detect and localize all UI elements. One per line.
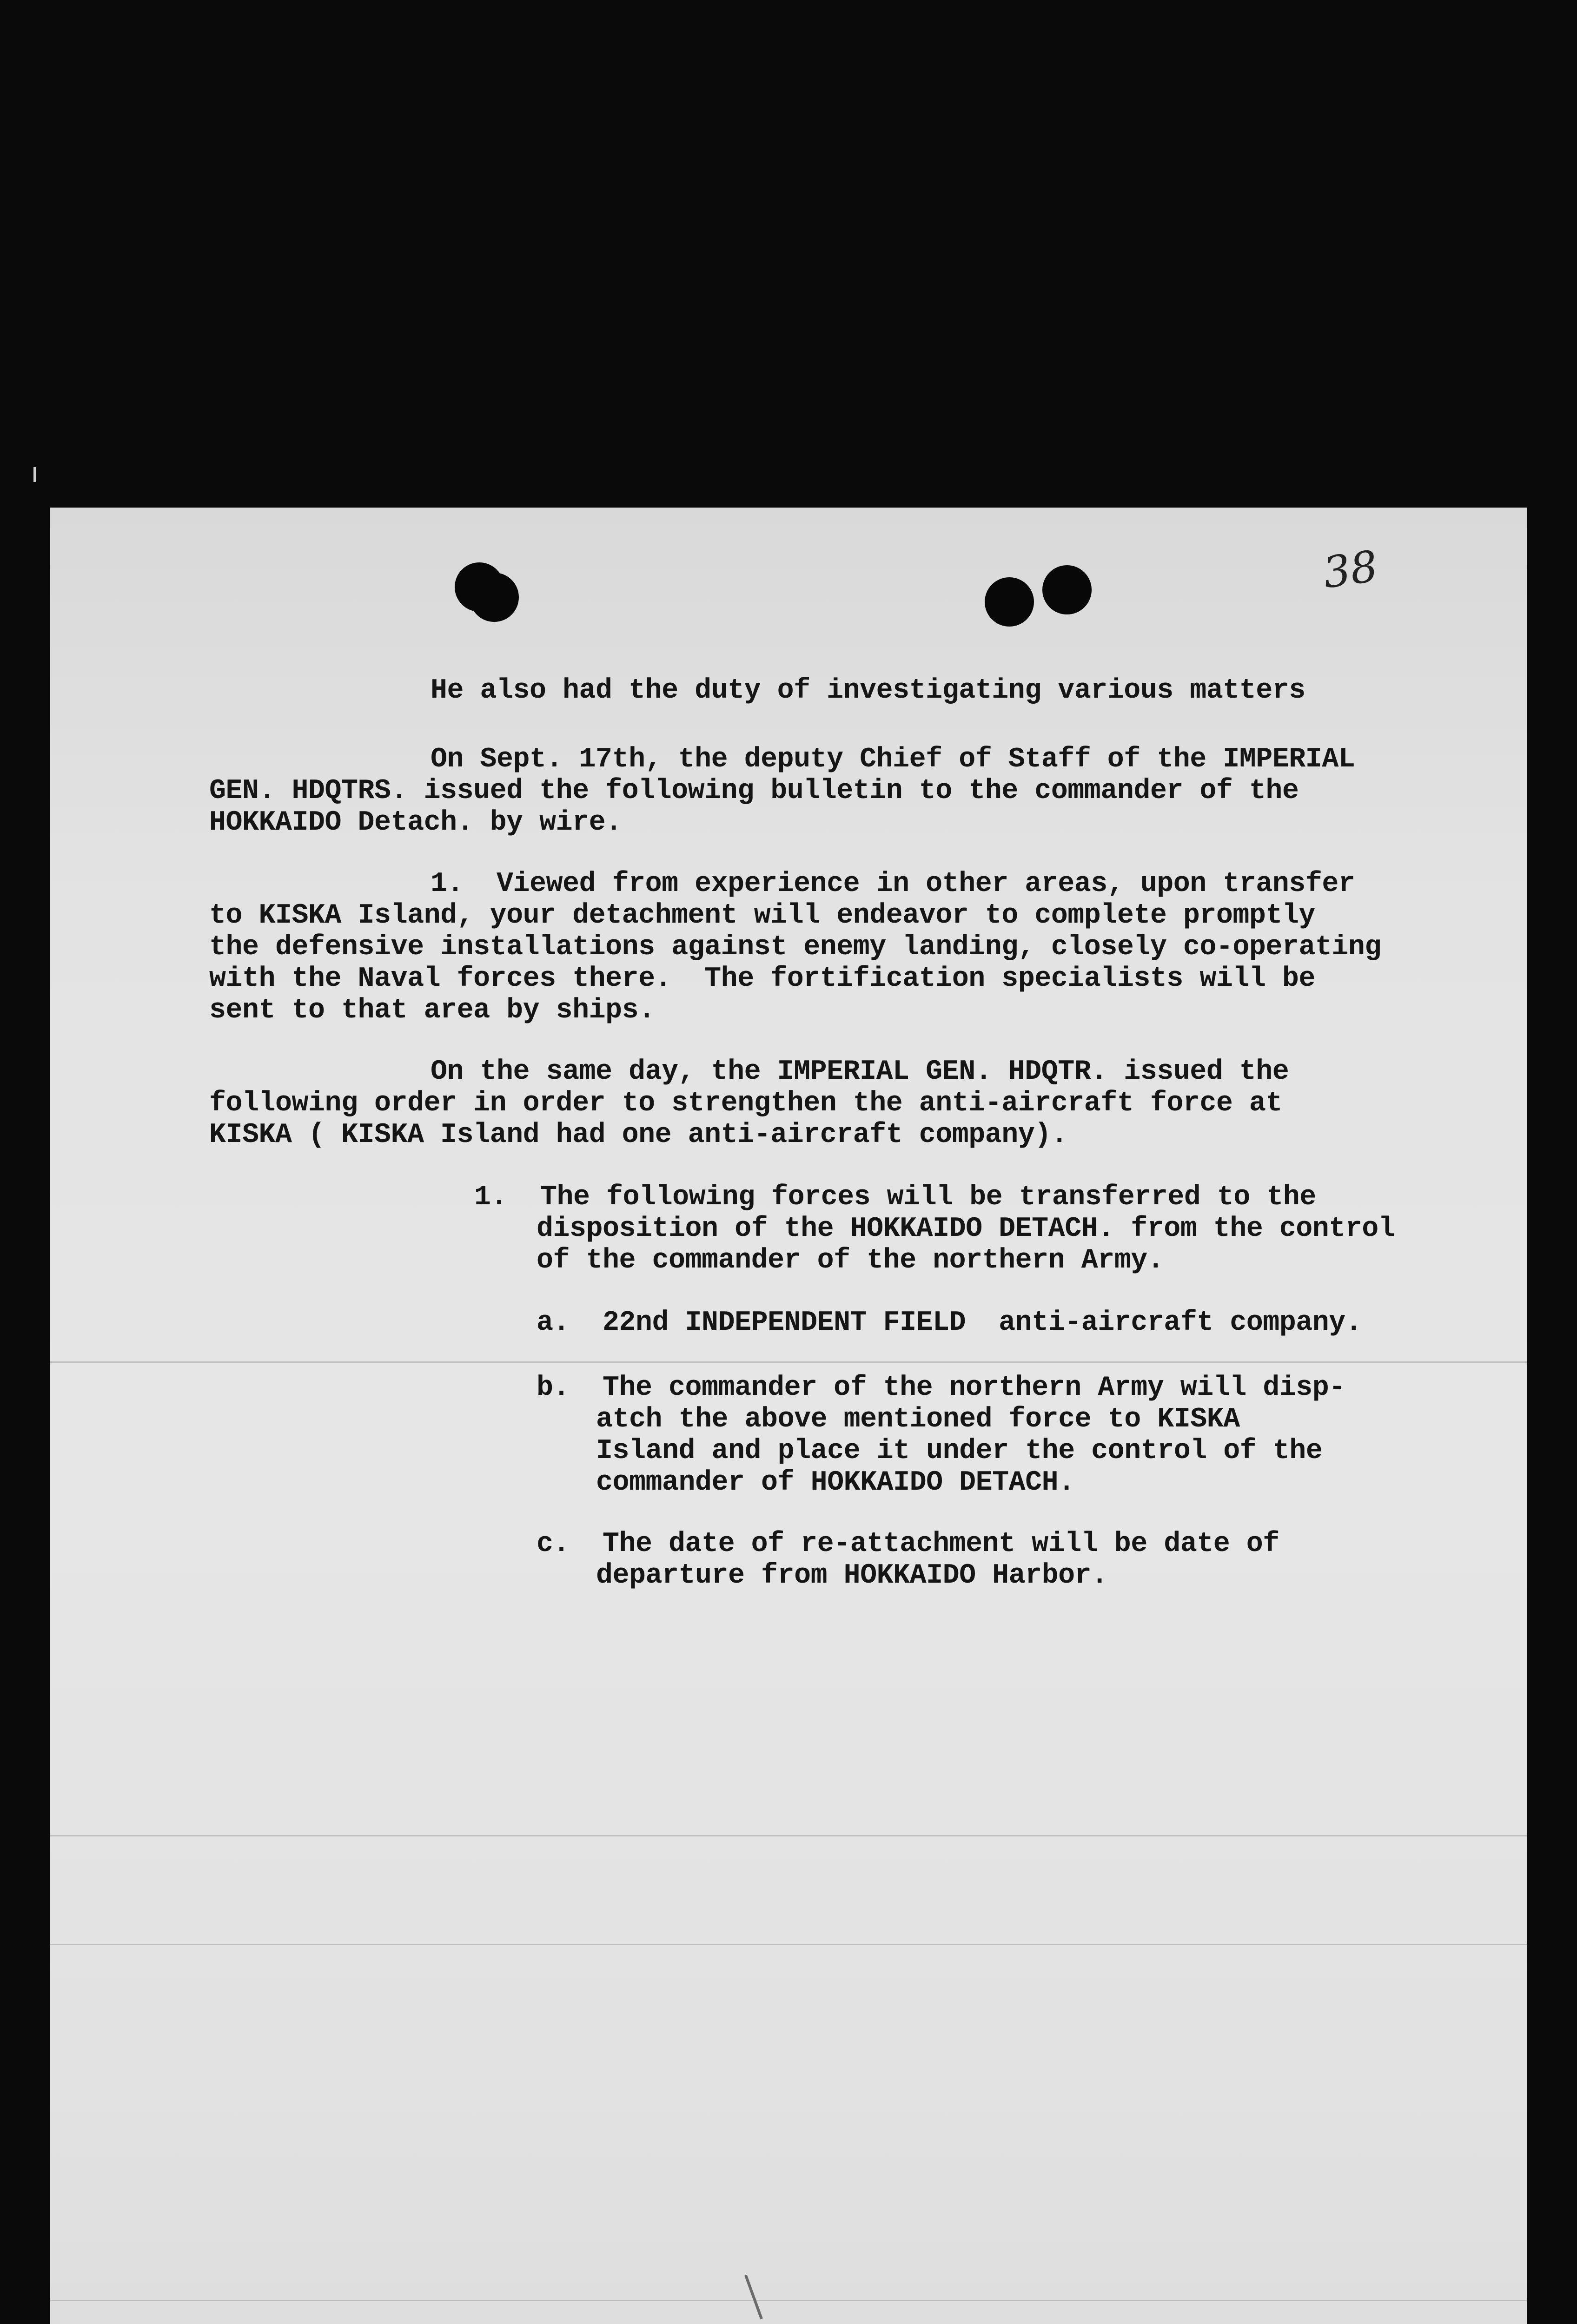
text-line: sent to that area by ships. <box>209 995 655 1026</box>
text-line: disposition of the HOKKAIDO DETACH. from the control <box>537 1213 1395 1245</box>
film-line <box>50 1835 1527 1836</box>
punch-hole <box>470 573 519 622</box>
text-line: b. The commander of the northern Army will disp- <box>537 1372 1345 1404</box>
text-line: HOKKAIDO Detach. by wire. <box>209 807 622 838</box>
text-line: to KISKA Island, your detachment will endeavor to complete promptly <box>209 900 1315 931</box>
document-page <box>50 508 1527 2324</box>
text-line: following order in order to strengthen the anti-aircraft force at <box>209 1088 1282 1119</box>
text-line: with the Naval forces there. The fortification specialists will be <box>209 963 1315 995</box>
text-line: GEN. HDQTRS. issued the following bulletin to the commander of the <box>209 775 1299 807</box>
text-line: On Sept. 17th, the deputy Chief of Staff of the IMPERIAL <box>431 744 1355 775</box>
film-edge-mark <box>33 467 36 482</box>
text-line: He also had the duty of investigating various matters <box>431 675 1305 706</box>
text-line: departure from HOKKAIDO Harbor. <box>596 1560 1108 1591</box>
text-line: On the same day, the IMPERIAL GEN. HDQTR. issued the <box>431 1056 1289 1088</box>
text-line: 1. The following forces will be transferred to the <box>474 1182 1316 1213</box>
film-line <box>50 2300 1527 2301</box>
punch-hole <box>985 577 1034 627</box>
page-number: 38 <box>1320 541 1381 598</box>
text-line: Island and place it under the control of the <box>596 1435 1323 1467</box>
text-line: 1. Viewed from experience in other areas, upon transfer <box>431 868 1355 900</box>
film-line <box>50 1944 1527 1945</box>
text-line: commander of HOKKAIDO DETACH. <box>596 1467 1075 1499</box>
film-line <box>50 1361 1527 1363</box>
punch-hole <box>1042 565 1092 614</box>
text-line: KISKA ( KISKA Island had one anti-aircraft company). <box>209 1119 1068 1151</box>
text-line: a. 22nd INDEPENDENT FIELD anti-aircraft company. <box>537 1307 1362 1339</box>
text-line: the defensive installations against enemy landing, closely co-operating <box>209 931 1381 963</box>
text-line: atch the above mentioned force to KISKA <box>596 1404 1240 1435</box>
text-line: c. The date of re-attachment will be date of <box>537 1528 1279 1560</box>
text-line: of the commander of the northern Army. <box>537 1245 1164 1276</box>
film-scratch <box>744 2275 763 2319</box>
